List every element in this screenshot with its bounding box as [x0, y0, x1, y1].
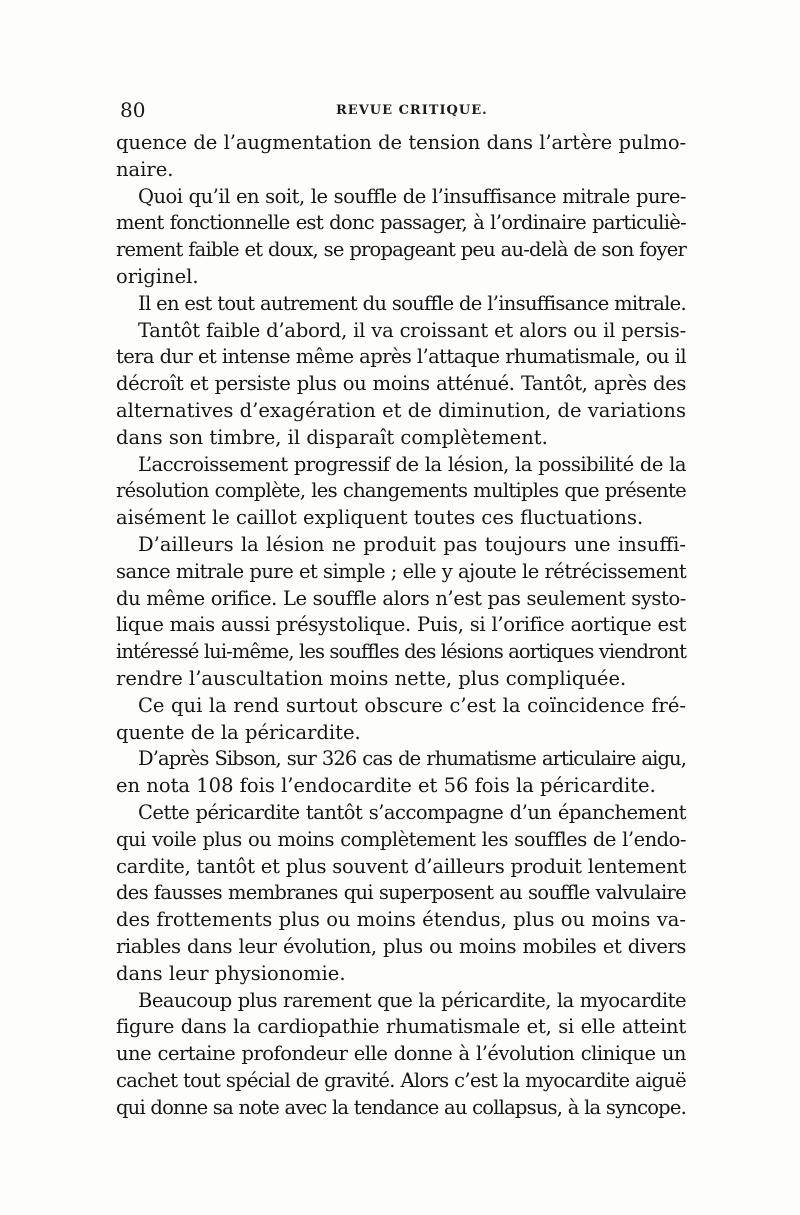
text-line: lique mais aussi présystolique. Puis, si l’orifice aortique est — [116, 613, 686, 637]
page-header — [120, 98, 680, 124]
text-line: en nota 108 fois l’endocardite et 56 fois la péricardite. — [116, 774, 656, 798]
text-line: dans son timbre, il disparaît complètement. — [116, 425, 548, 449]
text-line: qui donne sa note avec la tendance au collapsus, à la syncope. — [116, 1095, 686, 1119]
text-line: du même orifice. Le souffle alors n’est pas seulement systo- — [116, 586, 686, 610]
text-line: tera dur et intense même après l’attaque rhumatismale, ou il — [116, 345, 686, 369]
text-line: cachet tout spécial de gravité. Alors c’est la myocardite aiguë — [116, 1068, 686, 1092]
text-line: Cette péricardite tantôt s’accompagne d’un épanchement — [138, 800, 686, 824]
text-line: des frottements plus ou moins étendus, plus ou moins va- — [116, 908, 686, 932]
text-line: quence de l’augmentation de tension dans l’artère pulmo- — [116, 131, 686, 154]
text-line: alternatives d’exagération et de diminution, de variations — [116, 398, 686, 422]
text-line: figure dans la cardiopathie rhumatismale et, si elle atteint — [116, 1015, 686, 1039]
text-line: Ce qui la rend surtout obscure c’est la coïncidence fré- — [138, 693, 686, 717]
text-line: Il en est tout autrement du souffle de l’insuffisance mitrale. — [138, 291, 686, 315]
text-line: originel. — [116, 264, 199, 288]
body-text — [116, 130, 686, 1121]
text-line: Beaucoup plus rarement que la péricardite, la myocardite — [138, 988, 686, 1012]
text-line: riables dans leur évolution, plus ou moins mobiles et divers — [116, 934, 686, 958]
text-line: D’ailleurs la lésion ne produit pas toujours une insuffi- — [138, 532, 686, 556]
text-line: cardite, tantôt et plus souvent d’ailleurs produit lentement — [116, 854, 687, 878]
text-line: D’après Sibson, sur 326 cas de rhumatisme articulaire aigu, — [138, 747, 686, 771]
text-line: ment fonctionnelle est donc passager, à l’ordinaire particuliè- — [116, 211, 686, 235]
text-line: naire. — [116, 157, 174, 181]
text-line: rendre l’auscultation moins nette, plus compliquée. — [116, 666, 627, 690]
text-line: résolution complète, les changements multiples que présente — [116, 479, 686, 503]
running-head: REVUE CRITIQUE. — [336, 103, 488, 118]
text-line: une certaine profondeur elle donne à l’évolution clinique un — [116, 1042, 686, 1066]
text-line: des fausses membranes qui superposent au souffle valvulaire — [116, 881, 686, 905]
text-line: Tantôt faible d’abord, il va croissant et alors ou il persis- — [138, 318, 686, 342]
text-line: L’accroissement progressif de la lésion, la possibilité de la — [138, 452, 686, 476]
text-line: sance mitrale pure et simple ; elle y ajoute le rétrécissement — [116, 559, 687, 583]
text-line: rement faible et doux, se propageant peu au-delà de son foyer — [116, 238, 686, 262]
text-line: intéressé lui-même, les souffles des lésions aortiques viendront — [116, 640, 686, 664]
text-line: quente de la péricardite. — [116, 720, 361, 744]
text-line: aisément le caillot expliquent toutes ces fluctuations. — [116, 506, 644, 530]
text-line: Quoi qu’il en soit, le souffle de l’insuffisance mitrale pure- — [138, 184, 686, 208]
text-line: décroît et persiste plus ou moins atténué. Tantôt, après des — [116, 372, 686, 396]
page-number: 80 — [120, 98, 146, 122]
text-line: dans leur physionomie. — [116, 961, 346, 985]
text-line: qui voile plus ou moins complètement les souffles de l’endo- — [116, 827, 686, 851]
